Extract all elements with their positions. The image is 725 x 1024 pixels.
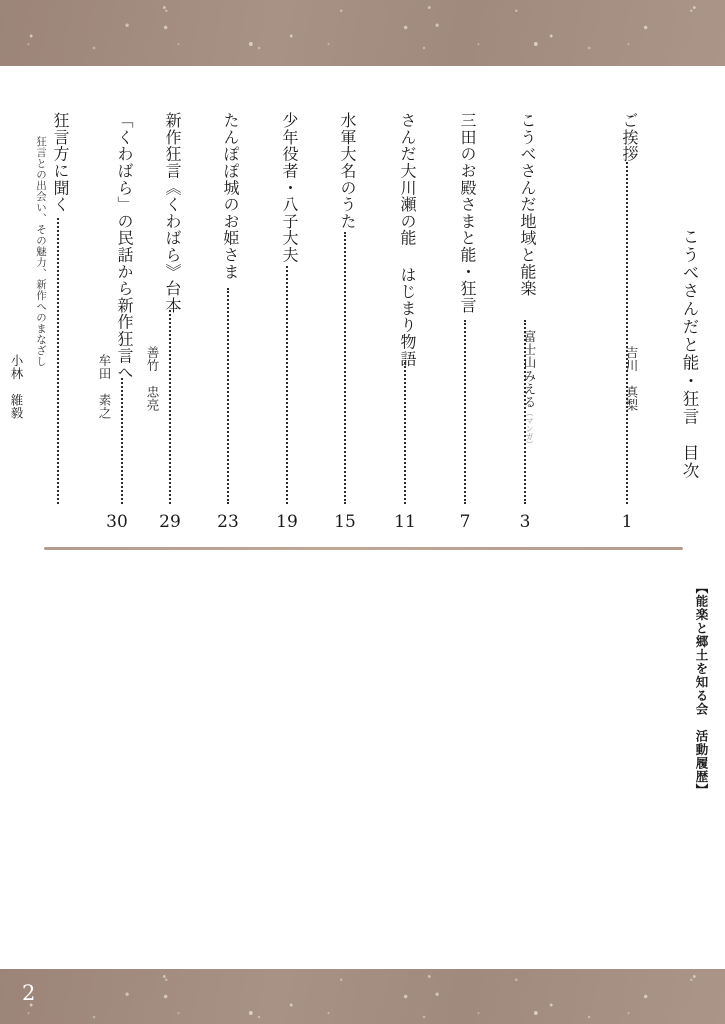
toc-leader-dots: [227, 288, 229, 504]
toc-entry-author: [523, 330, 536, 449]
author-name: 善竹 忠亮: [145, 346, 160, 412]
toc-entry-heading: 新作狂言《くわばら》台本: [163, 112, 182, 314]
toc-leader-dots: [286, 266, 288, 504]
toc-entry-heading: 少年役者・八子大夫: [280, 112, 299, 264]
toc-entry-page: 3: [519, 512, 531, 532]
author-name: 牟田 素之: [97, 354, 112, 420]
toc-title: こうべさんだと能・狂言 目次: [680, 228, 699, 480]
toc-entry-heading: 水軍大名のうた: [338, 112, 357, 230]
history-title: 【能楽と郷土を知る会 活動履歴】: [694, 581, 709, 797]
toc-entry-page: 1: [621, 512, 633, 532]
section-divider: [44, 547, 683, 550]
toc-leader-dots: [344, 232, 346, 504]
toc-entry-heading: 狂言方に聞く: [51, 112, 70, 213]
author-name: 吉川 真梨: [624, 346, 639, 412]
toc-entry-heading: ご挨拶: [620, 112, 639, 163]
toc-entry-page: 30: [106, 512, 128, 532]
activity-history: [0, 575, 725, 960]
toc-entry-page: 19: [276, 512, 298, 532]
author-ruby: （マンガ）: [525, 408, 534, 449]
table-of-contents: [0, 88, 725, 538]
author-name: 小林 維毅: [9, 354, 24, 420]
toc-entry-author: [625, 346, 638, 412]
toc-entry-author: [10, 354, 23, 420]
author-name: 富士山みえる: [522, 330, 537, 409]
toc-entry-author: [146, 346, 159, 412]
toc-entry-subtitle: 狂言との出会い、その魅力、新作へのまなざし: [35, 136, 47, 367]
toc-leader-dots: [169, 310, 171, 504]
toc-entry-heading: 「くわばら」の民話から新作狂言へ: [115, 112, 134, 381]
toc-entry-heading: こうべさんだ地域と能楽: [518, 112, 537, 297]
toc-leader-dots: [464, 320, 466, 504]
page-number: 2: [22, 981, 36, 1005]
toc-entry-page: 11: [394, 512, 416, 532]
toc-leader-dots: [121, 378, 123, 504]
toc-leader-dots: [57, 218, 59, 504]
toc-leader-dots: [404, 362, 406, 504]
toc-entry-page: 7: [459, 512, 471, 532]
toc-entry-heading: 三田のお殿さまと能・狂言: [458, 112, 477, 314]
toc-entry-page: 15: [334, 512, 356, 532]
decorative-bottom-band: [0, 969, 725, 1024]
toc-leader-dots: [626, 162, 628, 504]
decorative-top-band: [0, 0, 725, 66]
toc-entry-page: 29: [159, 512, 181, 532]
toc-entry-author: [98, 354, 111, 420]
toc-entry-heading: たんぽぽ城のお姫さま: [221, 112, 240, 280]
toc-entry-page: 23: [217, 512, 239, 532]
toc-entry-heading: さんだ大川瀬の能 はじまり物語: [398, 112, 417, 367]
